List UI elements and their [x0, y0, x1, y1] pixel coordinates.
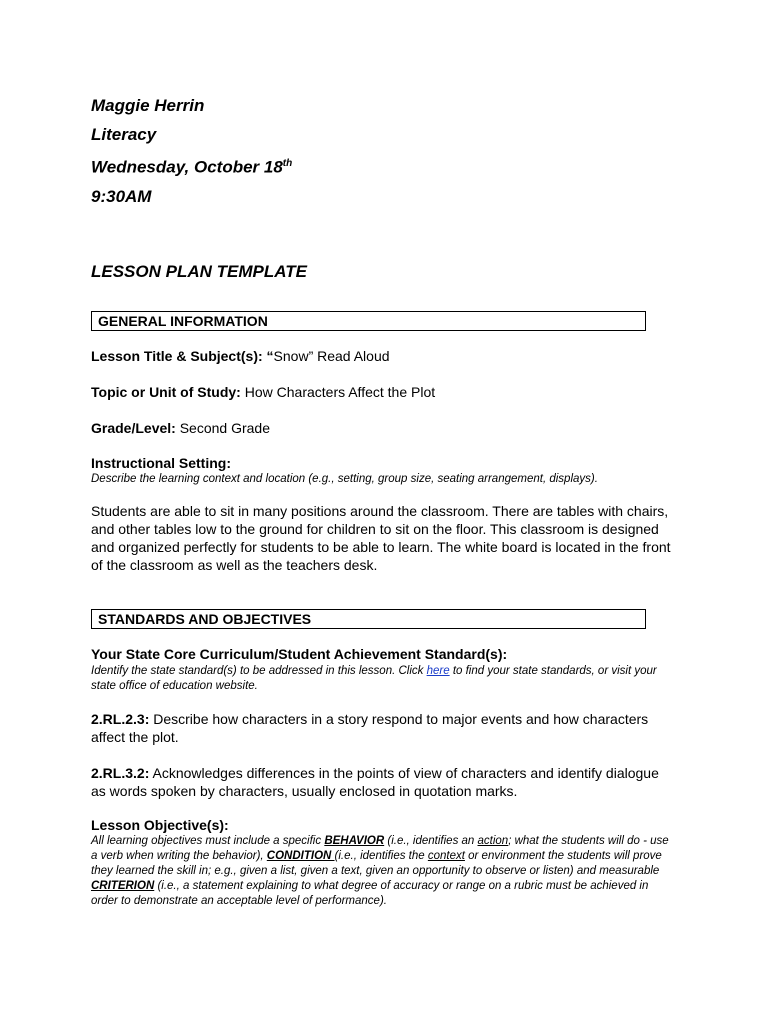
obj-text: (i.e., identifies an	[384, 835, 478, 847]
lesson-title-value: Snow” Read Aloud	[273, 348, 390, 364]
date-main: Wednesday, October 18	[91, 157, 283, 177]
setting-label: Instructional Setting:	[91, 455, 231, 471]
setting-text: Students are able to sit in many positions around the classroom. There are tables with chairs, and other tables low to the ground for children to sit on the floor. This classroom is designed and organized perfectly for students to be able to learn. The white board is located in the front of the classroom as well as the teachers desk.	[91, 503, 671, 573]
setting-hint: Describe the learning context and location (e.g., setting, group size, seating arrangement, displays).	[91, 473, 598, 485]
section-standards-objectives: STANDARDS AND OBJECTIVES	[91, 609, 646, 629]
obj-behavior-keyword: BEHAVIOR	[324, 835, 385, 847]
obj-text: All learning objectives must include a specific	[91, 835, 325, 847]
subject: Literacy	[91, 125, 157, 144]
topic-label: Topic or Unit of Study:	[91, 384, 241, 400]
lesson-title-label: Lesson Title & Subject(s): “	[91, 348, 274, 364]
topic-field	[91, 384, 435, 400]
hint-text-pre: Identify the state standard(s) to be addressed in this lesson. Click	[91, 665, 427, 677]
standard-2rl23	[91, 710, 671, 746]
obj-action-word: action	[477, 835, 509, 847]
state-standards-label: Your State Core Curriculum/Student Achievement Standard(s):	[91, 646, 508, 662]
standard-text: Acknowledges differences in the points of view of characters and identify dialogue as words spoken by characters, usually enclosed in quotation marks.	[91, 765, 659, 799]
state-standards-link[interactable]: here	[426, 665, 450, 677]
teacher-name: Maggie Herrin	[91, 96, 205, 115]
standard-code: 2.RL.2.3:	[91, 711, 150, 727]
obj-text: (i.e., a statement explaining to what degree of accuracy or range on a rubric must be achieved in order to demonstrate an acceptable level of performance).	[91, 880, 649, 907]
obj-context-word: context	[427, 850, 465, 862]
obj-condition-keyword: CONDITION	[266, 850, 335, 862]
header-block	[91, 91, 292, 211]
objectives-hint	[91, 834, 671, 909]
grade-field	[91, 420, 270, 436]
topic-value: How Characters Affect the Plot	[244, 384, 436, 400]
grade-label: Grade/Level:	[91, 420, 176, 436]
hint-text-post: to find your state standards, or visit your state office of education website.	[91, 665, 657, 692]
objectives-label: Lesson Objective(s):	[91, 817, 229, 833]
obj-text: (i.e., identifies the	[334, 850, 428, 862]
page-title: LESSON PLAN TEMPLATE	[91, 262, 307, 281]
obj-text: or environment the students will prove they learned the skill in; e.g., given a list, given a text, given an opportunity to observe or listen) and measurable	[91, 850, 662, 877]
lesson-date	[91, 149, 292, 182]
lesson-time: 9:30AM	[91, 186, 152, 206]
section-general-information: GENERAL INFORMATION	[91, 311, 646, 331]
grade-value: Second Grade	[179, 420, 271, 436]
lesson-title-field	[91, 348, 390, 364]
standard-code: 2.RL.3.2:	[91, 765, 150, 781]
date-suffix: th	[282, 158, 293, 169]
standard-2rl32	[91, 764, 671, 800]
obj-criterion-keyword: CRITERION	[91, 880, 155, 892]
standard-text: Describe how characters in a story respond to major events and how characters affect the plot.	[91, 711, 649, 745]
obj-text: ; what the students will do - use a verb when writing the behavior),	[91, 835, 669, 862]
state-standards-hint	[91, 664, 671, 694]
